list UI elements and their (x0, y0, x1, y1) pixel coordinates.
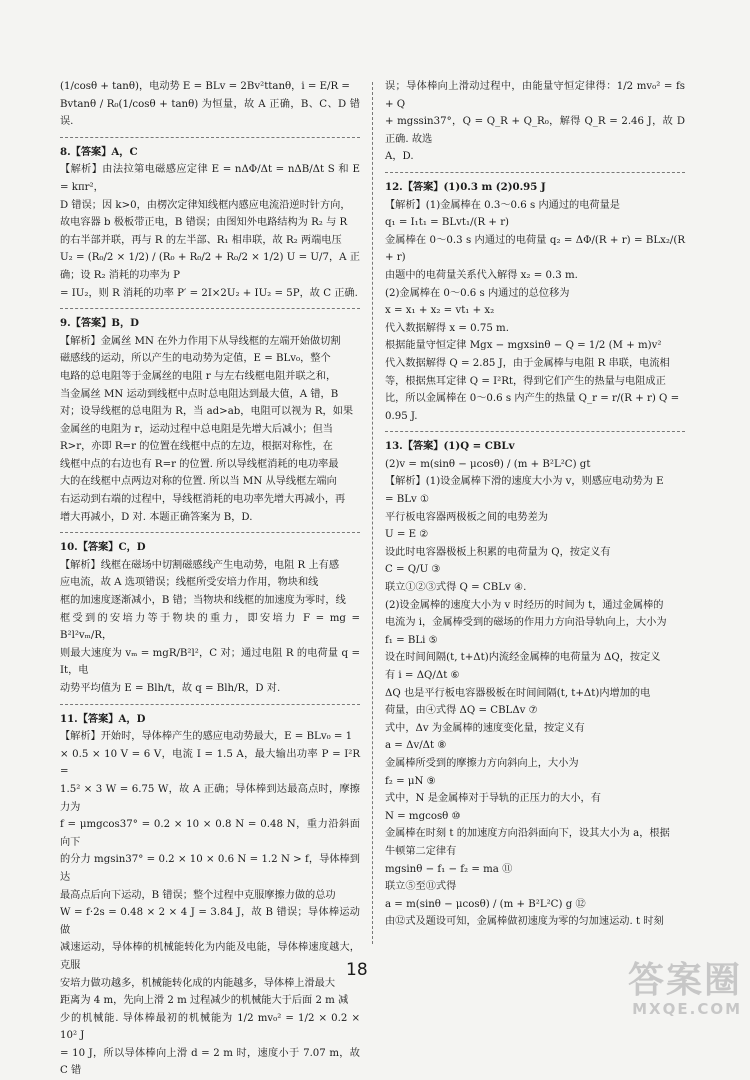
text-line: A，D. (385, 151, 414, 163)
text-line: × 0.5 × 10 V = 6 V，电流 I = 1.5 A，最大输出功率 P = I²R = (60, 748, 360, 778)
text-line: mgsinθ − f₁ − f₂ = ma ⑪ (385, 863, 513, 875)
text-line: 大的在线框中点两边对称的位置. 所以当 MN 从导线框左端向 (60, 476, 337, 488)
text-line: 式中，N 是金属棒对于导轨的正压力的大小，有 (385, 793, 601, 805)
left-column (60, 78, 360, 1080)
page-number: 18 (346, 960, 368, 980)
text-line: 式中，Δv 为金属棒的速度变化量，按定义有 (385, 722, 585, 734)
text-line: 设此时电容器极板上积累的电荷量为 Q，按定义有 (385, 546, 611, 558)
answer-heading: 12.【答案】(1)0.3 m (2)0.95 J (385, 180, 546, 193)
text-line: f₁ = BLi ⑤ (385, 634, 438, 646)
text-line: a = Δv/Δt ⑧ (385, 740, 447, 752)
text-line: 线框中点的右边也有 R=r 的位置. 所以导线框消耗的电功率最 (60, 458, 339, 470)
text-line: = BLv ① (385, 494, 430, 506)
text-line: 【解析】线框在磁场中切割磁感线产生电动势，电阻 R 上有感 (60, 559, 340, 571)
section-separator (385, 431, 685, 432)
column-divider (372, 82, 373, 944)
text-line: ΔQ 也是平行板电容器极板在时间间隔(t, t+Δt)内增加的电 (385, 687, 651, 699)
text-line: 的右半部并联，再与 R 的左半部、R₁ 相串联，故 R₂ 两端电压 (60, 234, 342, 246)
text-line: 荷量，由④式得 ΔQ = CBLΔv ⑦ (385, 705, 538, 717)
text-line: 【解析】金属丝 MN 在外力作用下从导线框的左端开始做切割 (60, 335, 341, 347)
answer-heading: 9.【答案】B，D (60, 317, 140, 330)
section-separator (385, 172, 685, 173)
text-line: 的分力 mgsin37° = 0.2 × 10 × 0.6 N = 1.2 N > f，导体棒到达 (60, 854, 360, 883)
text-line: 金属棒在时刻 t 的加速度方向沿斜面向下，设其大小为 a，根据 (385, 828, 670, 840)
text-line: 1.5² × 3 W = 6.75 W，故 A 正确；导体棒到达最高点时，摩擦力为 (60, 783, 360, 813)
text-line: 电路的总电阻等于金属丝的电阻 r 与左右线框电阻并联之和， (60, 370, 337, 382)
text-line: 0.95 J. (385, 410, 418, 422)
watermark-top: 答案圈 (627, 960, 742, 1001)
text-line: Bvtanθ / R₀(1/cosθ + tanθ) 为恒量，故 A 正确，B、C、D 错误. (60, 98, 360, 128)
text-line: U₂ = (R₀/2 × 1/2) / (R₀ + R₀/2 + R₀/2 × 1/2) U = U/7，A 正确；设 R₂ 消耗的功率为 P (60, 252, 360, 281)
text-line: 右运动到右端的过程中，导线框消耗的电功率先增大再减小，再 (60, 494, 346, 506)
text-line: 少的机械能. 导体棒最初的机械能为 1/2 mv₀² = 1/2 × 0.2 × 10² J (60, 1012, 360, 1042)
text-line: 根据能量守恒定律 Mgx − mgxsinθ − Q = 1/2 (M + m)v² (385, 340, 662, 352)
text-line: 【解析】(1)设金属棒下滑的速度大小为 v，则感应电动势为 E (385, 476, 664, 488)
text-line: (1/cosθ + tanθ)，电动势 E = BLv = 2Bv²ttanθ，i = E/R = (60, 81, 350, 92)
text-line: 【解析】开始时，导体棒产生的感应电动势最大，E = BLv₀ = 1 (60, 731, 353, 743)
text-line: 则最大速度为 vₘ = mgR/B²l²，C 对；通过电阻 R 的电荷量 q = It，电 (60, 647, 360, 677)
text-line: 误；导体棒向上滑动过程中，由能量守恒定律得：1/2 mv₀² = fs + Q (385, 81, 685, 110)
text-line: 等，根据焦耳定律 Q = I²Rt，得到它们产生的热量与电阻成正 (385, 375, 666, 387)
text-line: 金属丝的电阻为 r，运动过程中总电阻是先增大后减小；但当 (60, 423, 333, 435)
text-line: 减速运动，导体棒的机械能转化为内能及电能，导体棒速度越大，克服 (60, 942, 360, 971)
watermark-bottom: MXQE.COM (632, 1000, 742, 1018)
text-line: 平行板电容器两极板之间的电势差为 (385, 511, 548, 523)
text-line: C = Q/U ③ (385, 564, 441, 576)
text-line: a = m(sinθ − μcosθ) / (m + B²L²C) g ⑫ (385, 898, 586, 910)
text-line: 联立⑤至⑪式得 (385, 881, 457, 893)
text-line: 电流为 i，金属棒受到的磁场的作用力方向沿导轨向上，大小为 (385, 617, 667, 629)
text-line: 【解析】(1)金属棒在 0.3～0.6 s 内通过的电荷量是 (385, 199, 620, 211)
text-line: 故电容器 b 极板带正电，B 错误；由图知外电路结构为 R₂ 与 R (60, 217, 348, 229)
text-line: (2)设金属棒的速度大小为 v 时经历的时间为 t，通过金属棒的 (385, 599, 664, 611)
text-line: f₂ = μN ⑨ (385, 775, 436, 787)
text-line: 应电流，故 A 选项错误；线框所受安培力作用，物块和线 (60, 577, 319, 589)
text-line: (2)v = m(sinθ − μcosθ) / (m + B²L²C) gt (385, 458, 591, 470)
text-line: 磁感线的运动，所以产生的电动势为定值，E = BLv₀，整个 (60, 353, 331, 365)
text-line: 代入数据解得 x = 0.75 m. (385, 322, 509, 334)
text-line: U = E ② (385, 529, 429, 541)
text-line: 当金属丝 MN 运动到线框中点时总电阻达到最大值，A 错，B (60, 388, 339, 400)
text-line: R>r，亦即 R=r 的位置在线框中点的左边，根据对称性，在 (60, 441, 333, 453)
text-line: f = μmgcos37° = 0.2 × 10 × 0.8 N = 0.48 N，重力沿斜面向下 (60, 819, 360, 848)
section-separator (60, 137, 360, 138)
answer-heading: 8.【答案】A，C (60, 145, 138, 158)
text-line: = IU₂，则 R 消耗的功率 P′ = 2I×2U₂ + IU₂ = 5P，故 C 正确. (60, 287, 358, 299)
text-line: 由⑫式及题设可知，金属棒做初速度为零的匀加速运动. t 时刻 (385, 916, 664, 928)
text-line: 由题中的电荷量关系代入解得 x₂ = 0.3 m. (385, 269, 578, 281)
text-line: 对；设导线框的总电阻为 R，当 ad>ab，电阻可以视为 R，如果 (60, 406, 354, 418)
text-line: 最高点后向下运动，B 错误；整个过程中克服摩擦力做的总功 (60, 889, 336, 901)
text-line: D 错误；因 k>0，由楞次定律知线框内感应电流沿逆时针方向， (60, 199, 351, 211)
answer-heading: 13.【答案】(1)Q = CBLv (385, 440, 515, 453)
right-column (385, 78, 685, 931)
section-separator (60, 704, 360, 705)
text-line: 金属棒在 0～0.3 s 内通过的电荷量 q₂ = ΔΦ/(R + r) = BLx₂/(R + r) (385, 234, 685, 264)
text-line: 增大再减小，D 对. 本题正确答案为 B，D. (60, 511, 253, 523)
text-line: N = mgcosθ ⑩ (385, 810, 461, 822)
text-line: = 10 J，所以导体棒向上滑 d = 2 m 时，速度小于 7.07 m，故 C 错 (60, 1047, 360, 1077)
text-line: 距离为 4 m，先向上滑 2 m 过程减少的机械能大于后面 2 m 减 (60, 995, 349, 1007)
answer-heading: 10.【答案】C，D (60, 541, 146, 554)
text-line: 比，所以金属棒在 0～0.6 s 内产生的热量 Q_r = r/(R + r) Q = (385, 393, 680, 405)
text-line: 动势平均值为 E = Blh/t，故 q = Blh/R，D 对. (60, 683, 281, 694)
text-line: 安培力做功越多，机械能转化成的内能越多，导体棒上滑最大 (60, 977, 336, 989)
text-line: (2)金属棒在 0～0.6 s 内通过的总位移为 (385, 287, 570, 299)
text-line: 代入数据解得 Q = 2.85 J，由于金属棒与电阻 R 串联，电流相 (385, 357, 670, 369)
section-separator (60, 308, 360, 309)
text-line: 联立①②③式得 Q = CBLv ④. (385, 582, 527, 594)
text-line: q₁ = I₁t₁ = BLvt₁/(R + r) (385, 217, 510, 229)
answer-heading: 11.【答案】A，D (60, 712, 146, 725)
text-line: x = x₁ + x₂ = vt₁ + x₂ (385, 305, 495, 317)
text-line: 框受到的安培力等于物块的重力，即安培力 F = mg = B²l²vₘ/R， (60, 612, 360, 642)
text-line: 有 i = ΔQ/Δt ⑥ (385, 670, 460, 681)
text-line: 设在时间间隔(t, t+Δt)内流经金属棒的电荷量为 ΔQ，按定义 (385, 652, 661, 664)
watermark-logo (628, 962, 742, 1018)
text-line: 框的加速度逐渐减小，B 错；当物块和线框的加速度为零时，线 (60, 595, 346, 607)
text-line: 牛顿第二定律有 (385, 845, 457, 857)
text-line: W = f·2s = 0.48 × 2 × 4 J = 3.84 J，故 B 错误；导体棒运动做 (60, 907, 360, 936)
text-line: + mgssin37°，Q = Q_R + Q_R₀，解得 Q_R = 2.46 J，故 D 正确. 故选 (385, 116, 685, 145)
text-line: 【解析】由法拉第电磁感应定律 E = nΔΦ/Δt = nΔB/Δt S 和 E = kπr²， (60, 164, 360, 193)
text-line: 金属棒所受到的摩擦力方向斜向上，大小为 (385, 757, 579, 769)
section-separator (60, 532, 360, 533)
